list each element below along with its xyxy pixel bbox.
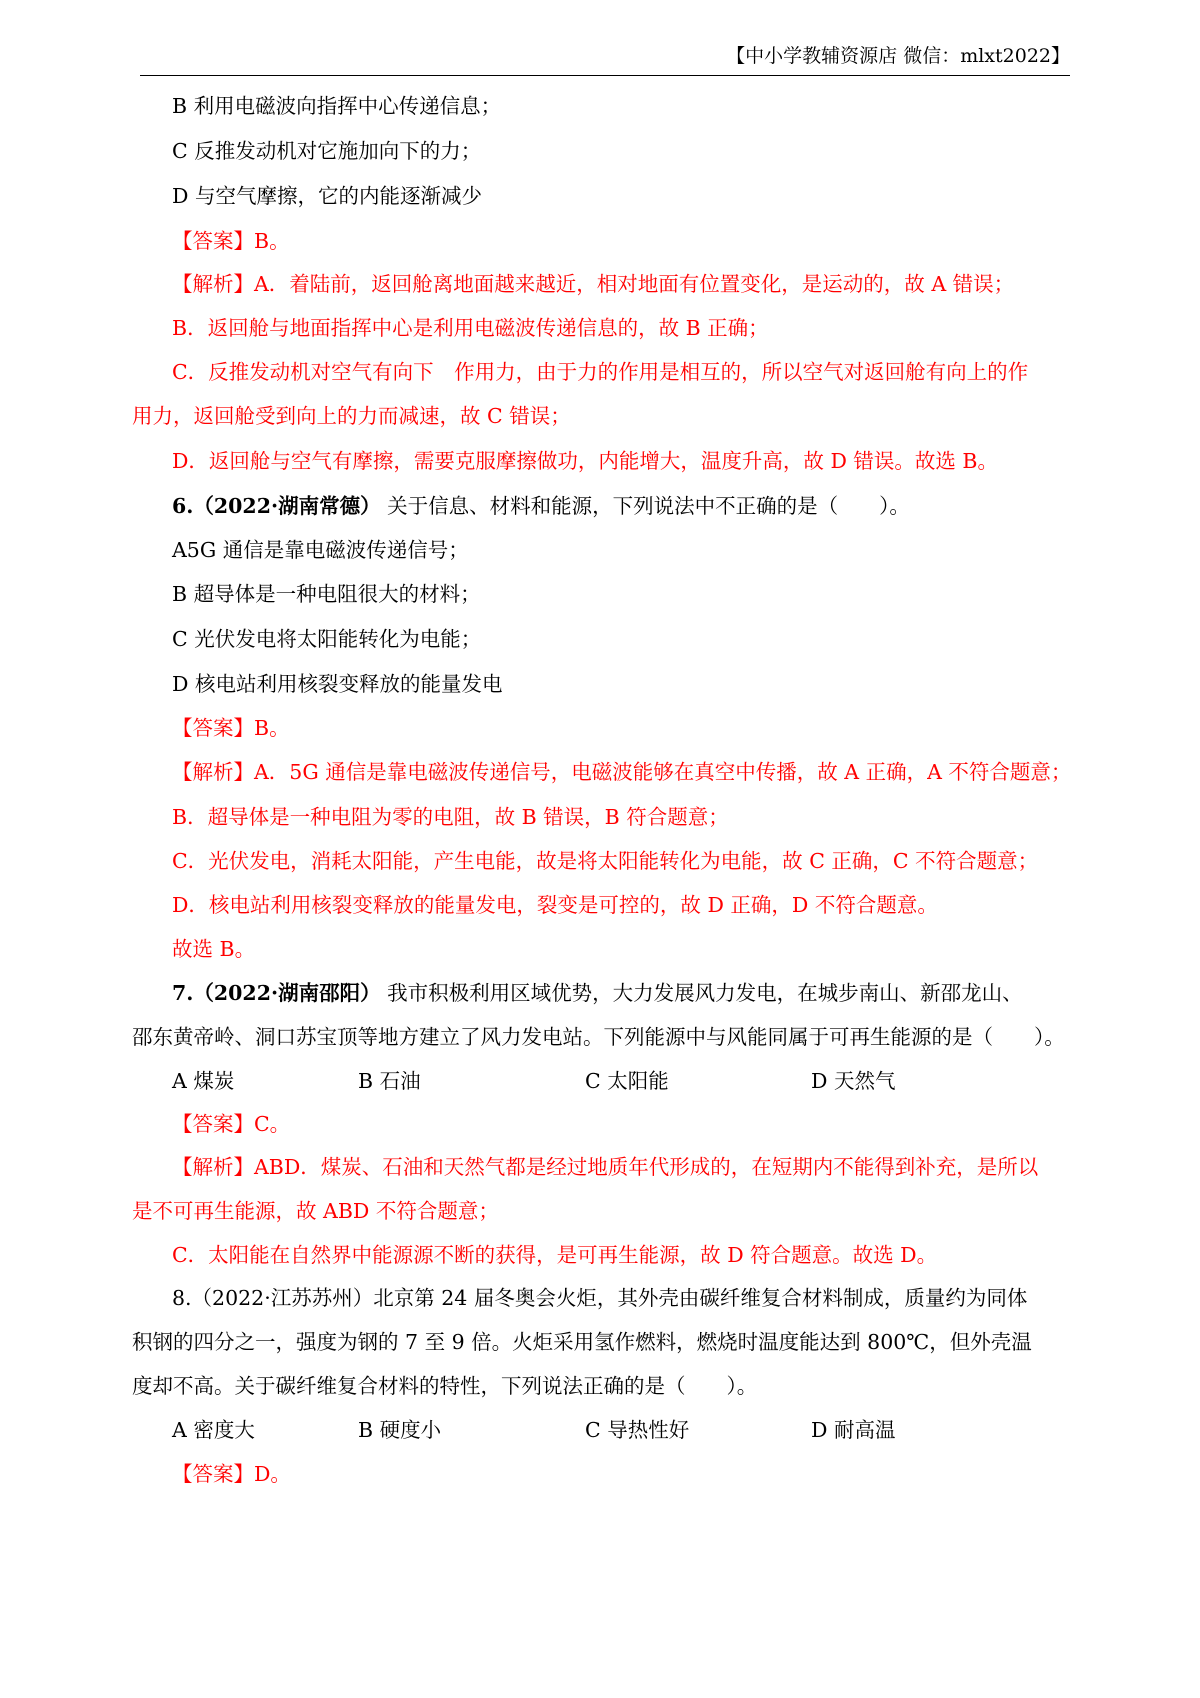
- q8-option-d: D 耐高温: [811, 1418, 896, 1442]
- q7-analysis-line: C．太阳能在自然界中能源源不断的获得，是可再生能源，故 D 符合题意。故选 D。: [172, 1243, 938, 1267]
- q8-option-b: B 硬度小: [358, 1418, 442, 1442]
- q7-stem-line: 邵东黄帝岭、洞口苏宝顶等地方建立了风力发电站。下列能源中与风能同属于可再生能源的是（ ）。: [132, 1025, 1065, 1049]
- q6-source: （2022·湖南常德）: [193, 494, 381, 518]
- q5-analysis-line: D．返回舱与空气有摩擦，需要克服摩擦做功，内能增大，温度升高，故 D 错误。故选 B。: [172, 449, 998, 473]
- q7-option-b: B 石油: [358, 1069, 421, 1093]
- q6-analysis-line: D．核电站利用核裂变释放的能量发电，裂变是可控的，故 D 正确，D 不符合题意。: [172, 893, 938, 917]
- q5-answer: 【答案】B。: [172, 229, 290, 253]
- q7-answer: 【答案】C。: [172, 1112, 291, 1136]
- q5-analysis-line: C．反推发动机对空气有向下 作用力，由于力的作用是相互的，所以空气对返回舱有向上的作: [172, 360, 1029, 384]
- q7-option-c: C 太阳能: [585, 1069, 669, 1093]
- q6-answer: 【答案】B。: [172, 716, 290, 740]
- q5-option-d: D 与空气摩擦，它的内能逐渐减少: [172, 184, 482, 208]
- q6-number: 6.: [172, 494, 194, 518]
- q5-analysis-line: B．返回舱与地面指挥中心是利用电磁波传递信息的，故 B 正确；: [172, 316, 769, 340]
- q5-analysis-line: 用力，返回舱受到向上的力而减速，故 C 错误；: [132, 404, 571, 428]
- q6-stem: [172, 492, 910, 520]
- header-divider: [140, 75, 1070, 76]
- q8-option-c: C 导热性好: [585, 1418, 690, 1442]
- q6-option-a: A5G 通信是靠电磁波传递信号；: [172, 538, 469, 562]
- q5-option-b: B 利用电磁波向指挥中心传递信息；: [172, 94, 502, 118]
- q7-stem: [172, 979, 1023, 1007]
- q6-option-b: B 超导体是一种电阻很大的材料；: [172, 582, 481, 606]
- q7-number: 7.: [172, 981, 194, 1005]
- q5-option-c: C 反推发动机对它施加向下的力；: [172, 139, 482, 163]
- q8-option-a: A 密度大: [172, 1418, 255, 1442]
- q7-option-a: A 煤炭: [172, 1069, 235, 1093]
- q6-stem-text: 关于信息、材料和能源，下列说法中不正确的是（ ）。: [387, 494, 910, 518]
- page-header: 【中小学教辅资源店 微信：mlxt2022】: [726, 45, 1070, 67]
- q8-stem-line: 8.（2022·江苏苏州）北京第 24 届冬奥会火炬，其外壳由碳纤维复合材料制成，质量约为同体: [172, 1286, 1028, 1310]
- q7-analysis-line: 是不可再生能源，故 ABD 不符合题意；: [132, 1199, 499, 1223]
- q8-stem-line: 度却不高。关于碳纤维复合材料的特性，下列说法正确的是（ ）。: [132, 1374, 758, 1398]
- q6-analysis-line: B．超导体是一种电阻为零的电阻，故 B 错误，B 符合题意；: [172, 805, 729, 829]
- q7-source: （2022·湖南邵阳）: [193, 981, 381, 1005]
- q8-answer: 【答案】D。: [172, 1462, 291, 1486]
- q7-analysis-line: 【解析】ABD．煤炭、石油和天然气都是经过地质年代形成的，在短期内不能得到补充，是所以: [172, 1155, 1039, 1179]
- q8-stem-line: 积钢的四分之一，强度为钢的 7 至 9 倍。火炬采用氢作燃料，燃烧时温度能达到 800℃，但外壳温: [132, 1330, 1032, 1354]
- q7-option-d: D 天然气: [811, 1069, 896, 1093]
- q6-analysis-line: 【解析】A．5G 通信是靠电磁波传递信号，电磁波能够在真空中传播，故 A 正确，A 不符合题意；: [172, 760, 1072, 784]
- q7-stem-text: 我市积极利用区域优势，大力发展风力发电，在城步南山、新邵龙山、: [387, 981, 1023, 1005]
- q5-analysis-line: 【解析】A．着陆前，返回舱离地面越来越近，相对地面有位置变化，是运动的，故 A 错误；: [172, 272, 1015, 296]
- q6-option-d: D 核电站利用核裂变释放的能量发电: [172, 672, 503, 696]
- q6-option-c: C 光伏发电将太阳能转化为电能；: [172, 627, 482, 651]
- q6-analysis-line: 故选 B。: [172, 937, 256, 961]
- q6-analysis-line: C．光伏发电，消耗太阳能，产生电能，故是将太阳能转化为电能，故 C 正确，C 不符合题意；: [172, 849, 1039, 873]
